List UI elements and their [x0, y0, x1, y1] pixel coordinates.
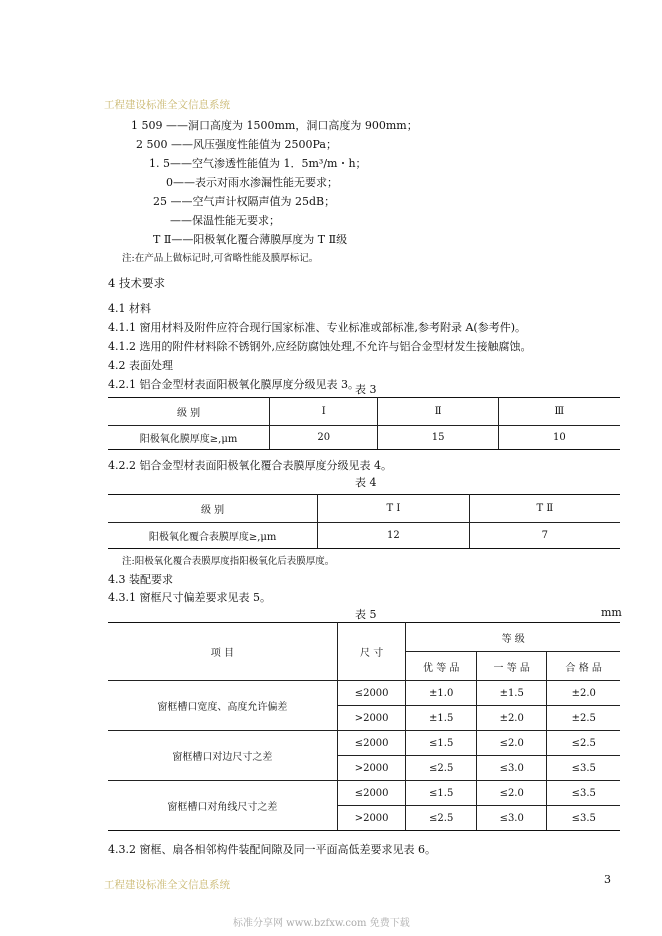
table-cell: ±1.5	[406, 706, 477, 731]
clause: 4.3.2 窗框、扇各相邻构件装配间隙及同一平面高低差要求见表 6。	[108, 843, 436, 856]
clause: 4.1.1 窗用材料及附件应符合现行国家标准、专业标准或部标准,参考附录 A(参考件)。	[108, 321, 527, 334]
section-heading: 4 技术要求	[108, 276, 165, 290]
code-line: 1. 5——空气渗透性能值为 1．5m³/m・h；	[149, 157, 367, 170]
table-cell: ≤3.5	[547, 806, 620, 831]
table-caption: 表 5	[355, 608, 377, 621]
table-cell: ±1.5	[476, 681, 547, 706]
table-cell: ≤2000	[337, 681, 406, 706]
table-cell: 7	[469, 523, 620, 549]
clause: 4.1.2 选用的附件材料除不锈钢外,应经防腐蚀处理,不允许与铝合金型材发生接触腐蚀。	[108, 340, 532, 353]
table-header: 等 级	[406, 623, 620, 652]
table-cell: ≤2.5	[406, 756, 477, 781]
table-header: 级 别	[108, 398, 270, 426]
table-cell: 12	[318, 523, 469, 549]
table-cell: ≤2.5	[547, 731, 620, 756]
table-cell: ≤2000	[337, 731, 406, 756]
table-cell: ≤2.0	[476, 731, 547, 756]
table-header: 一 等 品	[476, 652, 547, 681]
table-header: 级 别	[108, 495, 318, 523]
table-header: 尺 寸	[337, 623, 406, 681]
table-cell: ≤1.5	[406, 781, 477, 806]
table-cell: 15	[378, 426, 498, 450]
table-4	[108, 494, 620, 549]
table-header: 合 格 品	[547, 652, 620, 681]
table-cell: 窗框槽口宽度、高度允许偏差	[108, 681, 337, 731]
table-cell: ≤3.0	[476, 806, 547, 831]
note: 注:阳极氧化覆合表膜厚度指阳极氧化后表膜厚度。	[122, 556, 335, 567]
table-header: T Ⅱ	[469, 495, 620, 523]
table-cell: >2000	[337, 806, 406, 831]
code-line: 0——表示对雨水渗漏性能无要求；	[166, 176, 338, 189]
table-cell: ≤2000	[337, 781, 406, 806]
table-caption: 表 3	[355, 383, 377, 396]
unit-label: mm	[601, 606, 622, 619]
table-3	[108, 397, 620, 450]
clause: 4.3.1 窗框尺寸偏差要求见表 5。	[108, 591, 271, 604]
table-cell: 阳极氧化覆合表膜厚度≥,μm	[108, 523, 318, 549]
code-line: ——保温性能无要求；	[170, 214, 280, 227]
header-watermark: 工程建设标准全文信息系统	[104, 99, 230, 111]
table-cell: 阳极氧化膜厚度≥,μm	[108, 426, 270, 450]
table-cell: ≤2.0	[476, 781, 547, 806]
table-cell: ±2.5	[547, 706, 620, 731]
table-cell: ≤2.5	[406, 806, 477, 831]
table-header: Ⅱ	[378, 398, 498, 426]
clause: 4.2.2 铝合金型材表面阳极氧化覆合表膜厚度分级见表 4。	[108, 459, 392, 472]
table-cell: 20	[270, 426, 378, 450]
table-cell: ≤3.0	[476, 756, 547, 781]
table-cell: ≤1.5	[406, 731, 477, 756]
table-cell: 窗框槽口对角线尺寸之差	[108, 781, 337, 831]
code-line: 1 509 ——洞口高度为 1500mm，洞口高度为 900mm；	[131, 119, 418, 132]
section-heading: 4.1 材料	[108, 302, 151, 315]
table-caption: 表 4	[355, 476, 377, 489]
table-cell: ±1.0	[406, 681, 477, 706]
table-header: 项 目	[108, 623, 337, 681]
table-cell: >2000	[337, 706, 406, 731]
table-cell: ±2.0	[547, 681, 620, 706]
clause: 4.2.1 铝合金型材表面阳极氧化膜厚度分级见表 3。	[108, 378, 359, 391]
table-cell: >2000	[337, 756, 406, 781]
table-header: Ⅲ	[498, 398, 620, 426]
section-heading: 4.2 表面处理	[108, 359, 173, 372]
page-number: 3	[604, 873, 611, 886]
table-cell: 10	[498, 426, 620, 450]
table-cell: ≤3.5	[547, 781, 620, 806]
code-line: 25 ——空气声计权隔声值为 25dB；	[153, 195, 336, 208]
table-header: Ⅰ	[270, 398, 378, 426]
table-header: T Ⅰ	[318, 495, 469, 523]
table-cell: 窗框槽口对边尺寸之差	[108, 731, 337, 781]
site-watermark: 标准分享网 www.bzfxw.com 免费下载	[233, 918, 410, 929]
note: 注:在产品上做标记时,可省略性能及膜厚标记。	[122, 253, 319, 264]
table-cell: ±2.0	[476, 706, 547, 731]
code-line: 2 500 ——风压强度性能值为 2500Pa；	[136, 138, 337, 151]
code-line: T Ⅱ——阳极氧化覆合薄膜厚度为 T Ⅱ级	[153, 233, 348, 246]
table-header: 优 等 品	[406, 652, 477, 681]
table-5	[108, 622, 620, 831]
footer-watermark: 工程建设标准全文信息系统	[104, 879, 230, 891]
section-heading: 4.3 装配要求	[108, 573, 173, 586]
table-cell: ≤3.5	[547, 756, 620, 781]
